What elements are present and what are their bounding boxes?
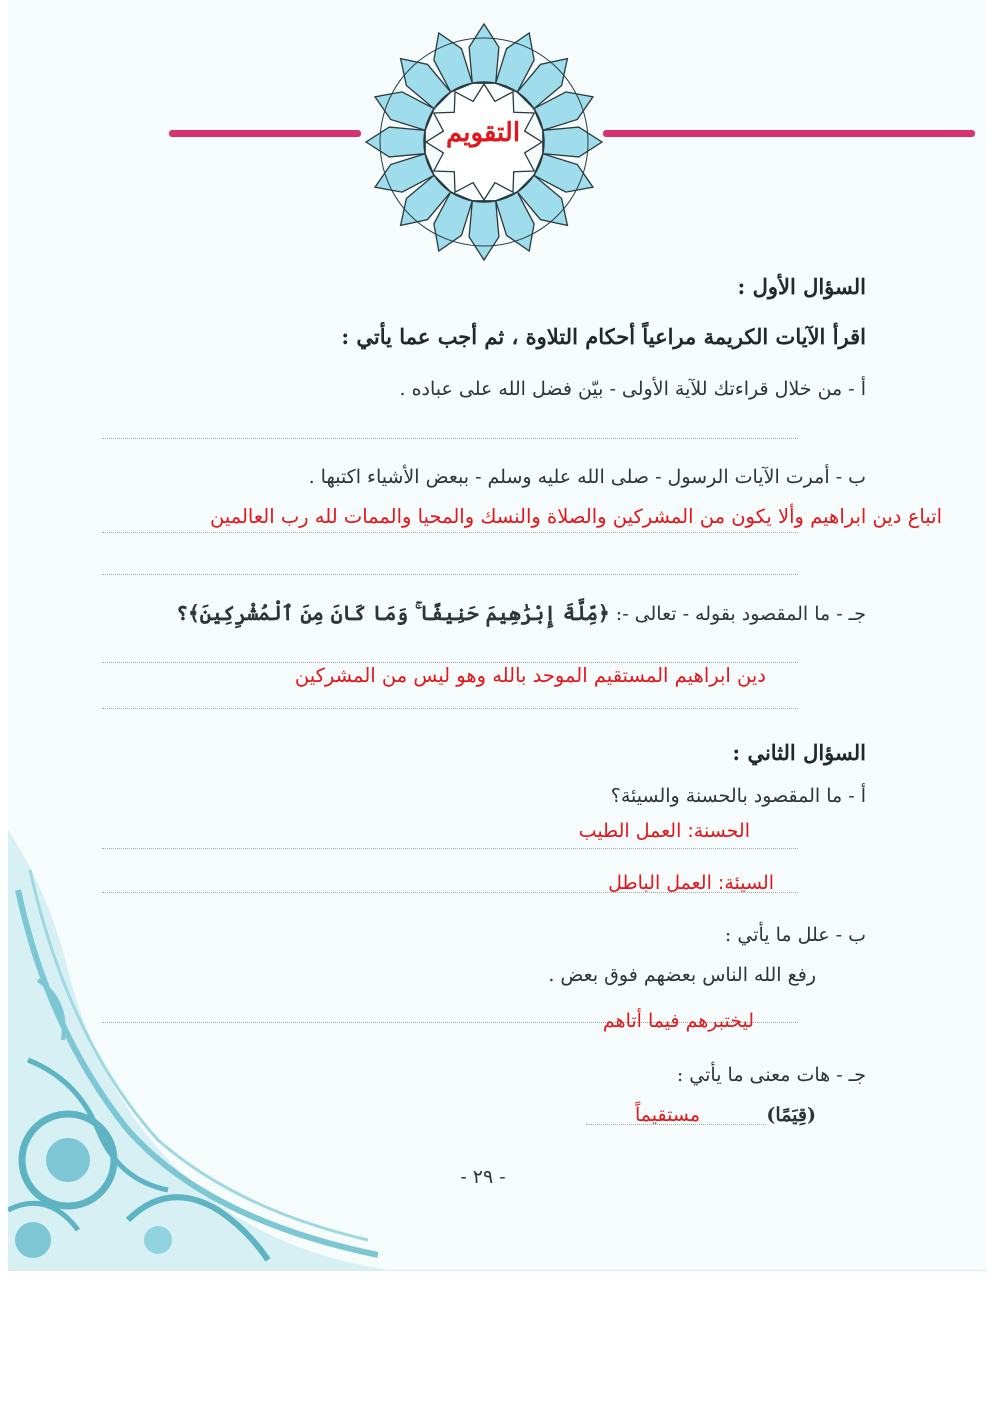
header-rule-right [603, 130, 975, 137]
q2c-prompt: جـ - هات معنى ما يأتي : [676, 1064, 866, 1086]
answer-line [102, 532, 798, 533]
q2a-answer-good: الحسنة: العمل الطيب [578, 820, 750, 842]
q2b-statement: رفع الله الناس بعضهم فوق بعض . [548, 964, 816, 986]
q2c-answer: مستقيماً [635, 1104, 700, 1126]
answer-line [102, 438, 798, 439]
q2c-word: (قِيَمًا) [766, 1104, 816, 1126]
banner-title: التقويم [445, 118, 521, 148]
medallion-petal [469, 201, 499, 260]
q1b-answer: اتباع دين ابراهيم وألا يكون من المشركين والصلاة والنسك والمحيا والممات لله رب العالمين [209, 505, 942, 528]
q1c-prefix: جـ - ما المقصود بقوله - تعالى -: [615, 603, 866, 625]
medallion-petal [469, 24, 499, 83]
header-rule-left [169, 130, 361, 137]
q1c-answer: دين ابراهيم المستقيم الموحد بالله وهو ليس من المشركين [294, 664, 766, 687]
medallion-petal [366, 127, 425, 157]
q1c-verse: ﴿مِّلَّةَ إِبْرَٰهِيمَ حَنِيفًا ۚ وَمَا كَانَ مِنَ ٱلْمُشْرِكِينَ﴾؟ [176, 601, 610, 625]
q2a-answer-bad: السيئة: العمل الباطل [608, 872, 774, 894]
q1c-prompt [176, 601, 866, 625]
medallion-petal [543, 127, 602, 157]
q2b-answer: ليختبرهم فيما أتاهم [602, 1010, 754, 1032]
q1b-prompt: ب - أمرت الآيات الرسول - صلى الله عليه وسلم - ببعض الأشياء اكتبها . [308, 466, 866, 488]
q1a-prompt: أ - من خلال قراءتك للآية الأولى - بيّن فضل الله على عباده . [399, 378, 866, 400]
q1-instruction: اقرأ الآيات الكريمة مراعياً أحكام التلاوة ، ثم أجب عما يأتي : [341, 324, 866, 349]
q1-heading: السؤال الأول : [737, 274, 866, 299]
page-number: - ٢٩ - [460, 1166, 506, 1188]
answer-line [102, 848, 798, 849]
q2b-prompt: ب - علل ما يأتي : [724, 924, 866, 946]
q2a-prompt: أ - ما المقصود بالحسنة والسيئة؟ [610, 785, 866, 807]
answer-line [102, 708, 798, 709]
workbook-page [8, 0, 986, 1271]
corner-ornament [8, 830, 388, 1270]
q2-heading: السؤال الثاني : [732, 740, 866, 765]
answer-line [102, 662, 798, 663]
answer-line [102, 892, 798, 893]
answer-line [102, 574, 798, 575]
